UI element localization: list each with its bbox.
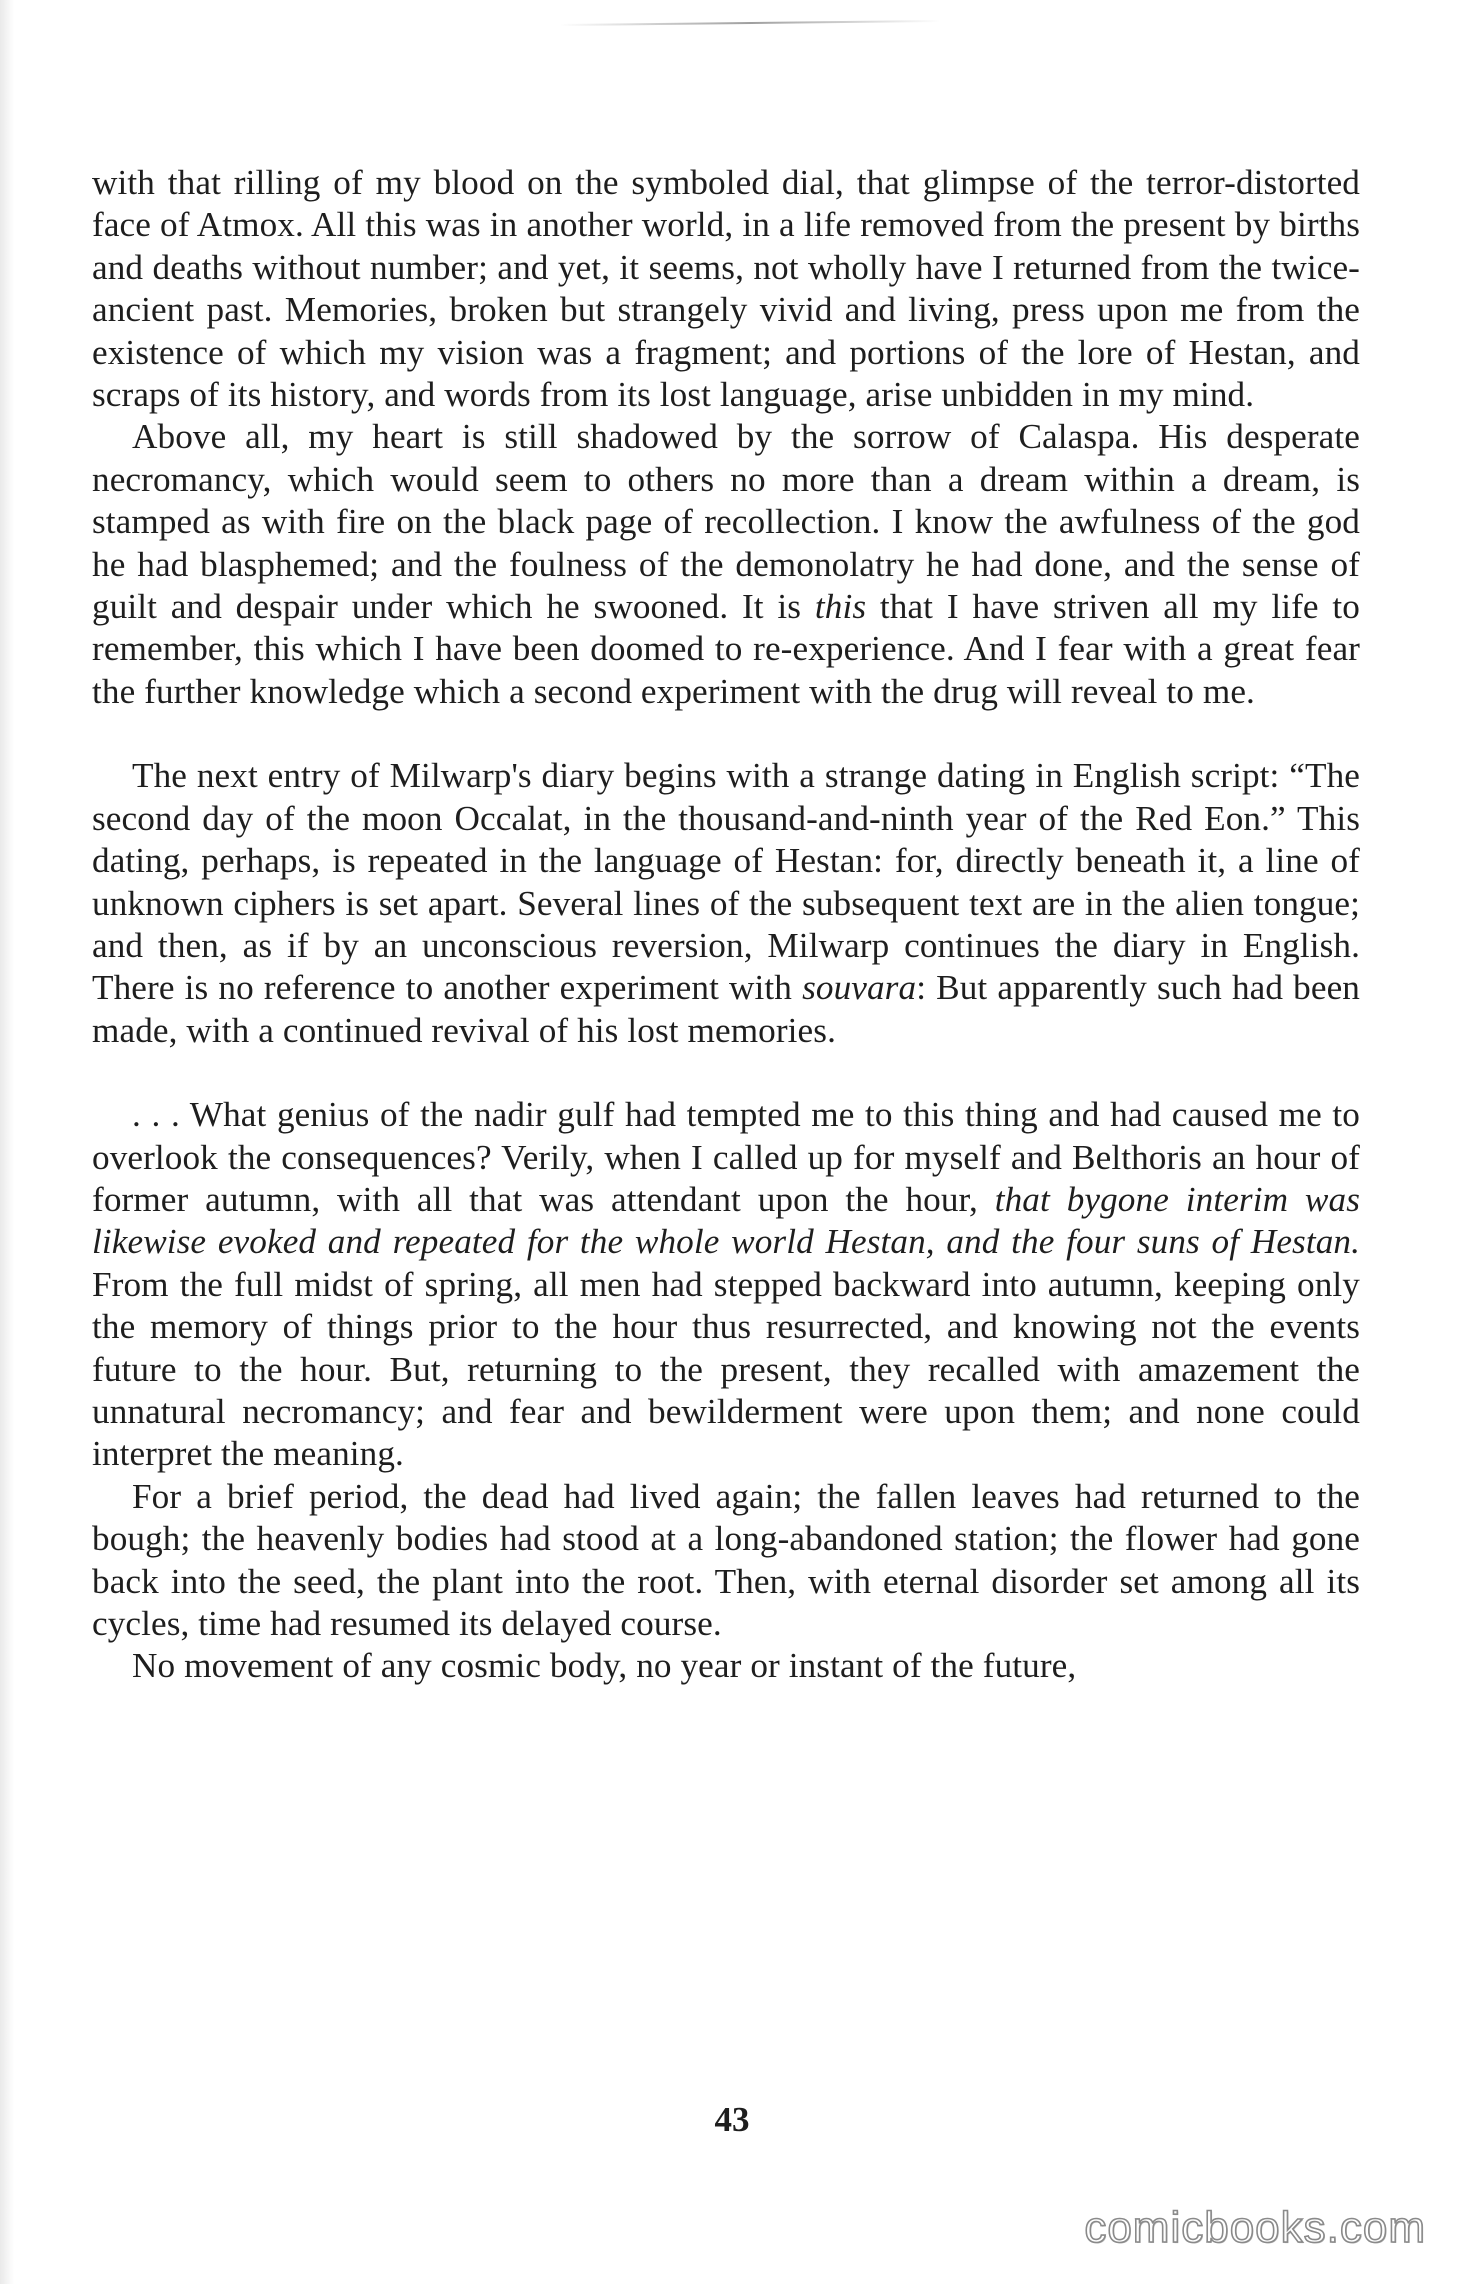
emphasis-text: that bygone interim was likewise evoked and repeated for the whole world Hestan, and the four suns of Hestan. bbox=[92, 1179, 1360, 1262]
site-watermark: comicbooks.com bbox=[1084, 2203, 1426, 2252]
paragraph-text: The next entry of Milwarp's diary begins with a strange dating in English script: “The second day of the moon Occalat, in the thousand-and-ninth year of the Red Eon.” This dating, perhaps, is repeated in the language of Hestan: for, directly beneath it, a line of unknown ciphers is set apart. Several lines of the subsequent text are in the alien tongue; and then, as if by an unconscious reversion, Milwarp continues the diary in English. There is no reference to another experiment with bbox=[92, 756, 1360, 1008]
paragraph-5 bbox=[92, 1476, 1360, 1646]
paragraph-text: that I have striven all my life to remember, this which I have been doomed to re-experience. And I fear with a great fear the further knowledge which a second experiment with the drug will reveal to me. bbox=[92, 587, 1360, 711]
page-edge-shadow bbox=[0, 0, 14, 2284]
emphasis-text: this bbox=[814, 587, 867, 627]
top-scan-mark bbox=[560, 20, 940, 26]
paragraph-text: Above all, my heart is still shadowed by the sorrow of Calaspa. His desperate necromancy, which would seem to others no more than a dream within a dream, is stamped as with fire on the black page of recollection. I know the awfulness of the god he had blasphemed; and the foulness of the demonolatry he had done, and the sense of guilt and despair under which he swooned. It is bbox=[92, 417, 1360, 627]
page-number: 43 bbox=[714, 2100, 750, 2139]
paragraph-4 bbox=[92, 1094, 1360, 1476]
paragraph-text: with that rilling of my blood on the symboled dial, that glimpse of the terror-distorted face of Atmox. All this was in another world, in a life removed from the present by births and deaths without number; and yet, it seems, not wholly have I returned from the twice-ancient past. Memories, broken but strangely vivid and living, press upon me from the existence of which my vision was a fragment; and portions of the lore of Hestan, and scraps of its history, and words from its lost language, arise unbidden in my mind. bbox=[92, 163, 1360, 415]
paragraph-6 bbox=[92, 1645, 1360, 1687]
emphasis-text: souvara bbox=[802, 968, 917, 1008]
page-body bbox=[92, 162, 1360, 1688]
paragraph-text: . . . What genius of the nadir gulf had tempted me to this thing and had caused me to overlook the consequences? Verily, when I called up for myself and Belthoris an hour of former autumn, with all that was attendant upon the hour, bbox=[92, 1095, 1360, 1219]
paragraph-2 bbox=[92, 416, 1360, 713]
paragraph-1 bbox=[92, 162, 1360, 416]
paragraph-text: From the full midst of spring, all men had stepped backward into autumn, keeping only the memory of things prior to the hour thus resurrected, and knowing not the events future to the hour. But, returning to the present, they recalled with amazement the unnatural necromancy; and fear and bewilderment were upon them; and none could interpret the meaning. bbox=[92, 1264, 1360, 1474]
paragraph-3 bbox=[92, 755, 1360, 1052]
paragraph-text: No movement of any cosmic body, no year or instant of the future, bbox=[132, 1646, 1077, 1686]
paragraph-text: : But apparently such had been made, with a continued revival of his lost memories. bbox=[92, 968, 1360, 1050]
paragraph-text: For a brief period, the dead had lived again; the fallen leaves had returned to the bough; the heavenly bodies had stood at a long-abandoned station; the flower had gone back into the seed, the plant into the root. Then, with eternal disorder set among all its cycles, time had resumed its delayed course. bbox=[92, 1476, 1360, 1643]
